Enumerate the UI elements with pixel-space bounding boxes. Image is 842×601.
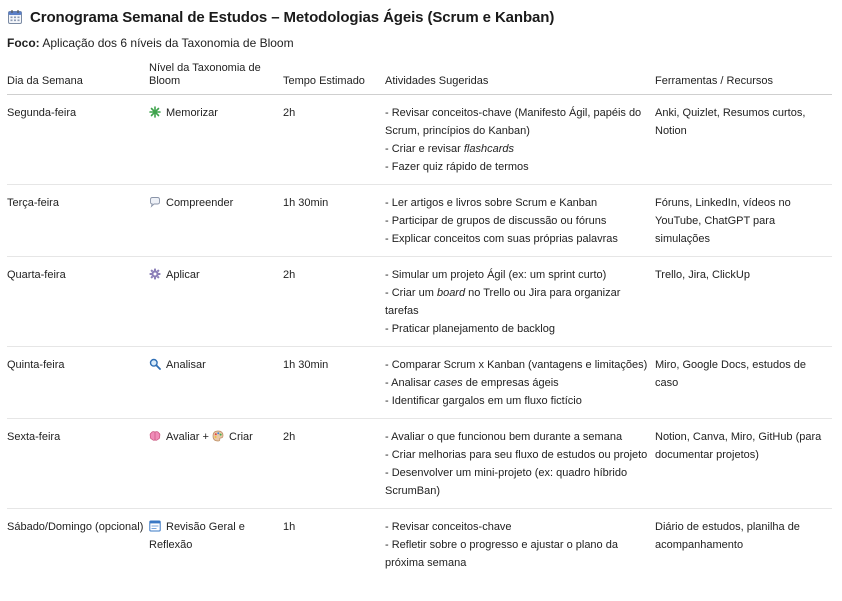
tools-cell: Miro, Google Docs, estudos de caso [655,347,832,419]
activity-emphasis: flashcards [463,143,514,155]
table-row [7,185,832,257]
column-header-tools: Ferramentas / Recursos [655,58,832,95]
chart-icon [149,520,161,532]
table-header-row [7,58,832,95]
day-cell: Terça-feira [7,185,149,257]
activity-item: - Explicar conceitos com suas próprias palavras [385,233,618,245]
activity-item: - Revisar conceitos-chave [385,521,512,533]
gear-icon [149,268,161,280]
activity-item: - Ler artigos e livros sobre Scrum e Kanban [385,197,598,209]
day-cell: Quinta-feira [7,347,149,419]
level-joiner: + [202,431,209,443]
level-label: Memorizar [166,107,218,119]
level-label-second: Criar [229,431,253,443]
page-title-row [7,7,554,27]
day-cell: Sábado/Domingo (opcional) [7,521,144,533]
day-cell: Sexta-feira [7,419,149,509]
time-cell: 2h [283,419,385,509]
level-label: Revisão Geral e Reflexão [149,521,245,551]
day-cell: Segunda-feira [7,95,149,185]
brain-icon [149,430,161,442]
activity-item: - Analisar cases de empresas ágeis [385,377,559,389]
column-header-time: Tempo Estimado [283,58,385,95]
level-cell [149,95,283,185]
page-title: Cronograma Semanal de Estudos – Metodologias Ágeis (Scrum e Kanban) [30,8,555,26]
level-cell [149,257,283,347]
calendar-icon [7,9,23,25]
activity-item: - Participar de grupos de discussão ou fóruns [385,215,607,227]
time-cell: 1h 30min [283,185,385,257]
activities-cell [385,257,655,347]
tools-cell: Fóruns, LinkedIn, vídeos no YouTube, ChatGPT para simulações [655,185,832,257]
time-cell: 2h [283,95,385,185]
activities-cell [385,419,655,509]
level-label: Analisar [166,359,206,371]
activity-item: - Refletir sobre o progresso e ajustar o plano da próxima semana [385,539,618,569]
column-header-level: Nível da Taxonomia de Bloom [149,58,283,95]
speech-bubble-icon [149,196,161,208]
activity-item: - Criar um board no Trello ou Jira para organizar tarefas [385,287,621,317]
activity-emphasis: board [436,287,466,299]
focus-text: Aplicação dos 6 níveis da Taxonomia de Bloom [42,36,294,50]
tools-cell: Notion, Canva, Miro, GitHub (para documentar projetos) [655,419,832,509]
activity-emphasis: cases [433,377,463,389]
activity-item: - Avaliar o que funcionou bem durante a semana [385,431,623,443]
table-row [7,257,832,347]
level-label: Avaliar [166,431,200,443]
level-cell [149,419,283,509]
activities-cell [385,347,655,419]
schedule-table [7,58,832,580]
activity-item: - Identificar gargalos em um fluxo fictício [385,395,582,407]
level-cell [149,185,283,257]
activity-item: - Fazer quiz rápido de termos [385,161,529,173]
activity-item: - Criar e revisar flashcards [385,143,514,155]
time-cell: 1h [283,521,296,533]
activities-cell [385,509,655,581]
table-row [7,419,832,509]
tools-cell: Diário de estudos, planilha de acompanhamento [655,521,800,551]
activity-item: - Comparar Scrum x Kanban (vantagens e limitações) [385,359,648,371]
activity-item: - Desenvolver um mini-projeto (ex: quadro híbrido ScrumBan) [385,467,628,497]
tools-cell: Anki, Quizlet, Resumos curtos, Notion [655,95,832,185]
table-row [7,95,832,185]
focus-line [7,36,294,50]
magnifier-icon [149,358,161,370]
activity-item: - Criar melhorias para seu fluxo de estudos ou projeto [385,449,648,461]
column-header-day: Dia da Semana [7,58,149,95]
column-header-activities: Atividades Sugeridas [385,58,655,95]
activity-item: - Simular um projeto Ágil (ex: um sprint curto) [385,269,607,281]
level-cell [149,347,283,419]
level-cell [149,509,283,581]
tools-cell: Trello, Jira, ClickUp [655,257,832,347]
activities-cell [385,95,655,185]
table-row [7,347,832,419]
time-cell: 2h [283,257,385,347]
activity-item: - Revisar conceitos-chave (Manifesto Ágil, papéis do Scrum, princípios do Kanban) [385,107,642,137]
day-cell: Quarta-feira [7,257,149,347]
level-label: Compreender [166,197,234,209]
activities-cell [385,185,655,257]
sparkle-icon [149,106,161,118]
table-row [7,509,832,581]
time-cell: 1h 30min [283,347,385,419]
focus-label: Foco: [7,36,40,50]
palette-icon [212,430,224,442]
level-label: Aplicar [166,269,200,281]
activity-item: - Praticar planejamento de backlog [385,323,555,335]
